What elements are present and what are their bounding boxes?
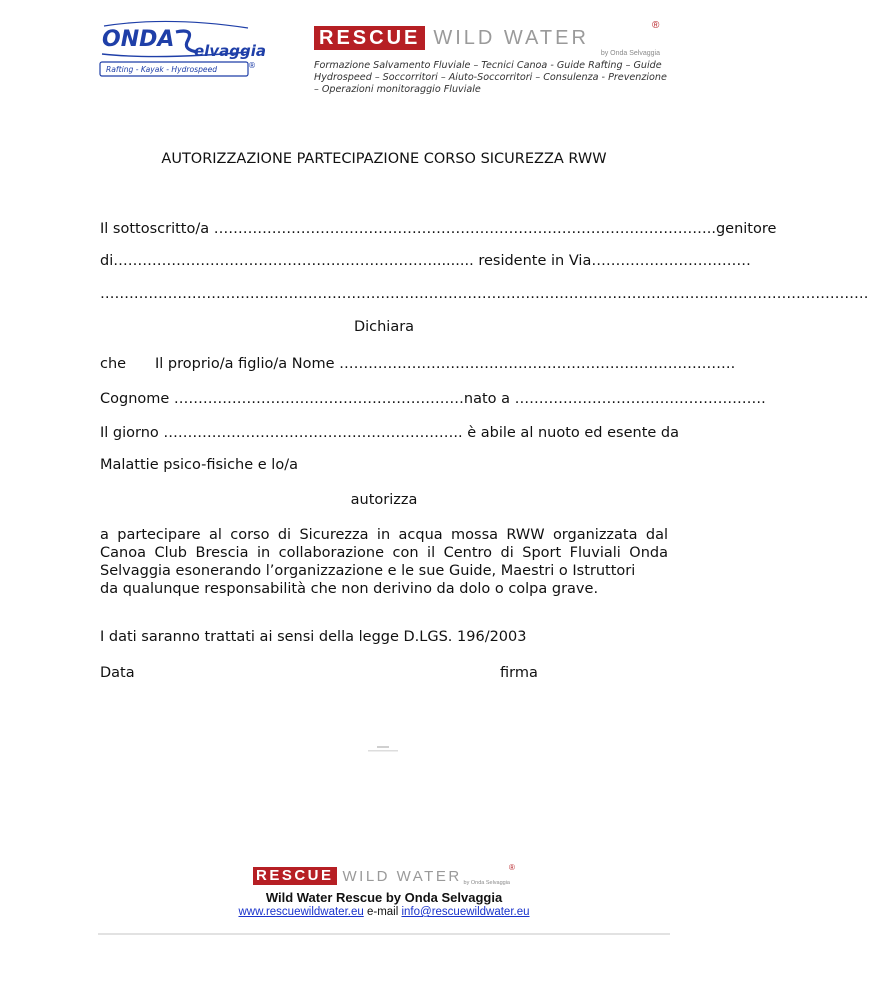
rww-logo-registered: ® <box>652 20 660 31</box>
dichiara-heading: Dichiara <box>353 319 415 335</box>
rww-logo-wild-water: WILD WATER <box>433 26 589 49</box>
privacy-note: I dati saranno trattati ai sensi della legge D.LGS. 196/2003 <box>100 629 527 645</box>
line-giorno: Il giorno …………………………………………………….. è abile al nuoto ed esente da <box>100 425 679 441</box>
footer-contacts <box>0 906 768 918</box>
rww-footer-registered: ® <box>509 863 515 872</box>
line-di-residente: di…………………………………………………………......... residente in Via…………………………… <box>100 253 751 269</box>
rww-footer-rescue: RESCUE <box>253 867 337 885</box>
onda-logo-mark: ® <box>248 61 256 70</box>
paragraph-line: a partecipare al corso di Sicurezza in acqua mossa RWW organizzata dal <box>100 527 668 543</box>
paragraph-line: Selvaggia esonerando l’organizzazione e le sue Guide, Maestri o Istruttori <box>100 563 636 579</box>
footer-organization: Wild Water Rescue by Onda Selvaggia <box>265 890 503 905</box>
firma-label: firma <box>500 665 538 681</box>
footer-divider <box>98 933 670 935</box>
onda-logo-word-2: elvaggia <box>194 42 266 60</box>
email-link[interactable]: info@rescuewildwater.eu <box>401 906 530 918</box>
data-label: Data <box>100 665 135 681</box>
rww-logo-byline: by Onda Selvaggia <box>600 50 660 57</box>
rww-logo-rescue: RESCUE <box>314 26 425 50</box>
faint-stamp-mark <box>368 739 398 747</box>
onda-selvaggia-logo-graphic <box>98 18 266 84</box>
autorizza-heading: autorizza <box>350 492 418 508</box>
paragraph-line: da qualunque responsabilità che non derivino da dolo o colpa grave. <box>100 581 599 597</box>
rww-header-logo <box>314 20 660 50</box>
line-nome: Il proprio/a figlio/a Nome ………………………………………………………………………. <box>155 356 736 372</box>
rww-footer-wild-water: WILD WATER <box>342 867 462 885</box>
authorization-paragraph <box>100 526 668 598</box>
onda-logo-strip: Rafting - Kayak - Hydrospeed <box>106 65 218 74</box>
line-malattie: Malattie psico-fisiche e lo/a <box>100 457 298 473</box>
line-cognome: Cognome ……………………………………………………nato a ……………………………………………. <box>100 391 766 407</box>
onda-logo-word: ONDA <box>102 27 175 52</box>
paragraph-line: Canoa Club Brescia in collaborazione con il Centro di Sport Fluviali Onda <box>100 545 668 561</box>
line-address-dots: …………………………………………………………………………………………………………………………………………… <box>100 286 869 302</box>
rww-footer-byline: by Onda Selvaggia <box>463 880 510 886</box>
header-description: Formazione Salvamento Fluviale – Tecnici Canoa - Guide Rafting – Guide Hydrospeed – Soccorritori – Aiuto-Soccorritori – Consulenza - Prevenzione – Operazioni monitoraggio Fluviale <box>314 60 667 95</box>
line-sottoscritto: Il sottoscritto/a …………………………………………………………………………………………..genitore <box>100 221 777 237</box>
email-label: e-mail <box>366 906 399 918</box>
page-title: AUTORIZZAZIONE PARTECIPAZIONE CORSO SICUREZZA RWW <box>161 151 607 167</box>
che-label: che <box>100 356 127 372</box>
website-link[interactable]: www.rescuewildwater.eu <box>238 906 364 918</box>
onda-selvaggia-logo <box>98 18 266 84</box>
